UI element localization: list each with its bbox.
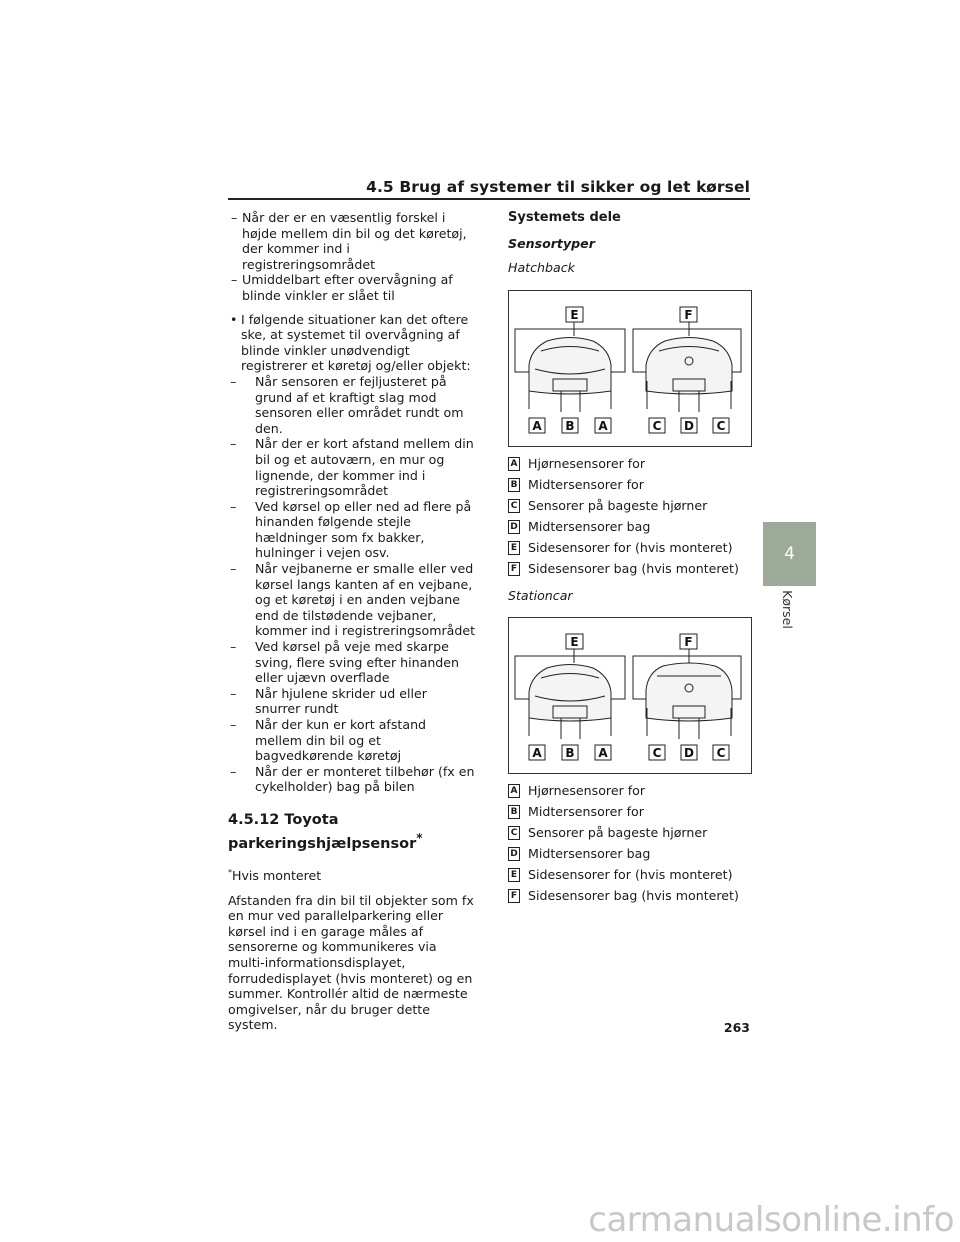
list-item: – Når der er kort afstand mellem din bil og et autoværn, en mur og lignende, der kommer ind i registreringsområdet [230,436,474,499]
section-heading: 4.5.12 Toyota parkeringshjælpsensor* [228,811,423,852]
list-item: – Når der er monteret tilbehør (fx en cykelholder) bag på bilen [230,763,475,795]
car-sensor-illustration [509,618,751,773]
watermark: carmanualsonline.info [588,1200,954,1240]
figure-label-a: A [598,746,608,761]
left-column [228,210,476,1033]
list-item: – Ved kørsel op eller ned ad flere på hinanden følgende stejle hældninger som fx bakker, hulninger i vejen osv. [230,498,472,561]
figure-label-d: D [684,418,694,433]
list-item: – Ved kørsel på veje med skarpe sving, flere sving efter hinanden eller ujævn overflade [230,639,460,686]
legend-row: B Midtersensorer for [508,477,754,498]
figure-label-c: C [716,746,726,761]
list-item: – Når der er en væsentlig forskel i højde mellem din bil og det køretøj, der kommer ind i registreringsområdet [231,210,467,272]
system-heading: Systemets dele [508,210,621,225]
stationcar-sensor-figure [508,617,752,774]
figure-label-f: F [684,307,693,322]
figure-label-a: A [532,418,542,433]
figure-label-a: A [532,746,542,761]
figure-label-a: A [598,418,608,433]
body-paragraph: Afstanden fra din bil til objekter som fx en mur ved parallelparkering eller kørsel ind i en garage måles af sensorerne og kommunikeres via multi-informationsdisplayet, forrudedisplayet (hvis monteret) og en summer. Kontrollér altid de nærmeste omgivelser, når du bruger dette system. [228,892,474,1033]
legend-row: A Hjørnesensorer for [508,783,754,804]
right-column [508,210,754,909]
list-item: – Umiddelbart efter overvågning af blinde vinkler er slået til [231,272,453,303]
legend-row: F Sidesensorer bag (hvis monteret) [508,561,754,582]
legend-row: D Midtersensorer bag [508,846,754,867]
footnote: *Hvis monteret [228,867,322,883]
variant-hatchback-label: Hatchback [508,260,575,276]
legend-row: C Sensorer på bageste hjørner [508,498,754,519]
legend-row: A Hjørnesensorer for [508,456,754,477]
car-sensor-illustration [509,291,751,446]
figure-label-d: D [684,746,694,761]
chapter-tab: 4 [763,522,816,586]
variant-stationcar-label: Stationcar [508,587,573,603]
legend-row: B Midtersensorer for [508,804,754,825]
bullet-dash-list [228,374,476,795]
figure-label-e: E [570,635,579,650]
hatchback-sensor-figure [508,290,752,447]
legend-row: C Sensorer på bageste hjørner [508,825,754,846]
figure-label-f: F [684,635,693,650]
legend-row: E Sidesensorer for (hvis monteret) [508,540,754,561]
list-item: – Når sensoren er fejljusteret på grund af et kraftigt slag mod sensoren eller området rundt om den. [230,373,464,436]
top-dash-list [215,210,476,304]
list-item: – Når vejbanerne er smalle eller ved kørsel langs kanten af en vejbane, og et køretøj i en anden vejbane end de tilstødende vejbaner, kommer ind i registreringsområdet [230,561,476,639]
chapter-label: Kørsel [779,590,795,629]
page-header-title: 4.5 Brug af systemer til sikker og let kørsel [366,178,750,196]
header-divider [228,198,750,200]
figure-label-b: B [565,746,575,761]
bullet-icon: • [230,311,238,327]
legend-row: E Sidesensorer for (hvis monteret) [508,867,754,888]
figure-label-c: C [652,418,662,433]
legend-row: F Sidesensorer bag (hvis monteret) [508,888,754,909]
figure-label-c: C [652,746,662,761]
figure-label-e: E [570,307,579,322]
hatchback-legend [508,456,754,582]
list-item: – Når der kun er kort afstand mellem din bil og et bagvedkørende køretøj [230,717,427,764]
stationcar-legend [508,783,754,909]
page-number: 263 [723,1020,750,1035]
list-item: – Når hjulene skrider ud eller snurrer rundt [230,685,427,717]
bullet-item: • I følgende situationer kan det oftere ske, at systemet til overvågning af blinde vinkler unødvendigt registrerer et køretøj og/eller objekt: – Når sensoren er fejljusteret på grund af et kraftigt slag mod sensoren eller området rundt om den. – Når der er kort afstand mellem din bil og et autoværn, en mur og lignende, der kommer ind i registreringsområdet – Ved kørsel op eller ned ad flere på hinanden følgende stejle hældninger som fx bakker, hulninger i vejen osv. – Når vejbanerne er smalle eller ved kørsel langs kanten af en vejbane, og et køretøj i en anden vejbane end de tilstødende vejbaner, kommer ind i registreringsområdet – Ved kørsel på veje med skarpe sving, flere sving efter hinanden eller ujævn overflade – Når hjulene skrider ud eller snurrer rundt – Når der kun er kort afstand mellem din bil og et bagvedkørende køretøj – Når der er monteret tilbehør (fx en cykelholder) bag på bilen [230,311,476,795]
figure-label-b: B [565,418,575,433]
figure-label-c: C [716,418,726,433]
sensor-types-heading: Sensortyper [508,235,595,251]
legend-row: D Midtersensorer bag [508,519,754,540]
